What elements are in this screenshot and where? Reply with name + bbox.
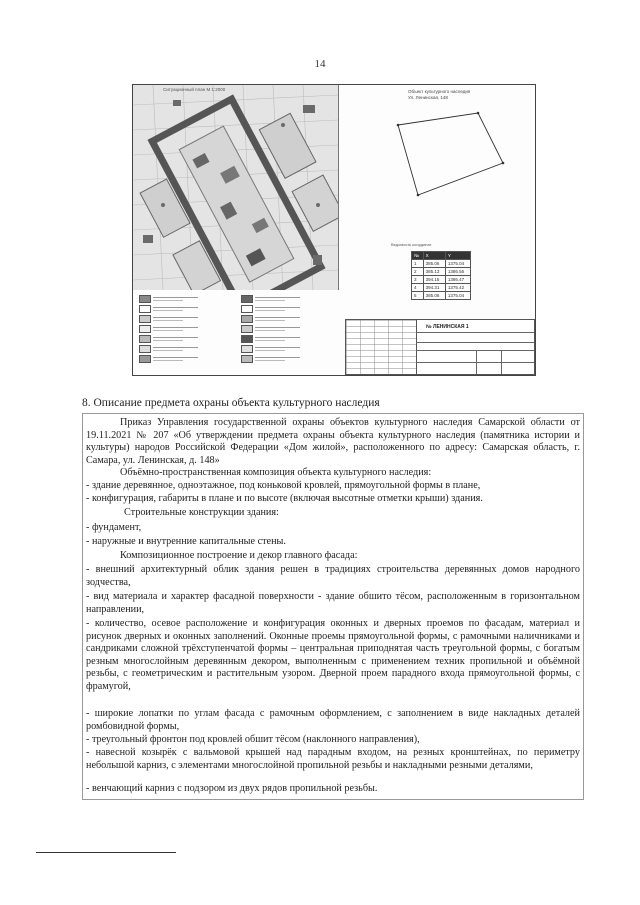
plan-caption-2: Ул. Ленинская, 148	[408, 95, 448, 100]
coord-cell: 3	[412, 276, 424, 284]
legend-item	[241, 304, 331, 312]
subheading: Строительные конструкции здания:	[124, 507, 279, 518]
stamp-divider	[501, 350, 502, 374]
map-caption: Ситуационный план М 1:2000	[163, 87, 226, 92]
stamp-title: № ЛЕНИНСКАЯ 1	[426, 324, 469, 330]
list-item: - широкие лопатки по углам фасада с рамочным оформлением, с заполнением в виде накладных деталей ромбовидной формы,	[86, 708, 580, 732]
stamp-divider	[416, 342, 534, 343]
section-title: 8. Описание предмета охраны объекта культурного наследия	[82, 397, 380, 409]
legend-item	[241, 354, 331, 362]
list-item: - внешний архитектурный облик здания решен в традициях строительства деревянных домов народного зодчества,	[86, 564, 580, 588]
protection-subject-text	[82, 413, 584, 800]
legend-item	[139, 334, 229, 342]
coord-cell: 394.31	[423, 284, 445, 292]
table-row	[412, 276, 471, 284]
stamp-divider	[416, 362, 534, 363]
subheading: Композиционное построение и декор главного фасада:	[120, 550, 358, 561]
paragraph: Объёмно-пространственная композиция объекта культурного наследия:	[120, 467, 432, 478]
coord-cell: 394.15	[423, 276, 445, 284]
list-item: - наружные и внутренние капитальные стены.	[86, 536, 286, 547]
list-item: - треугольный фронтон под кровлей обшит тёсом (наклонного направления),	[86, 734, 420, 745]
order-paragraph: Приказ Управления государственной охраны объектов культурного наследия Самарской области от 19.11.2021 № 207 «Об утверждении предмета охраны объекта культурного наследия (памятника истории и культуры) народов Российской Федерации «Дом жилой», расположенного по адресу: Самарская область, г. Самара, ул. Ленинская, д. 148»	[86, 417, 580, 466]
map-drawing	[133, 85, 338, 290]
legend-item	[241, 344, 331, 352]
legend-item	[241, 314, 331, 322]
coord-cell: 2	[412, 268, 424, 276]
legend-item	[139, 324, 229, 332]
coord-cell: 385.06	[423, 260, 445, 268]
legend-item	[139, 344, 229, 352]
list-item: - навесной козырёк с вальмовой крышей над парадным входом, на резных кронштейнах, по периметру небольшой карниз, с элементами многослойной пропильной резьбы и накладными резными деталями,	[86, 747, 580, 771]
legend-item	[139, 304, 229, 312]
legend-item	[241, 294, 331, 302]
list-item: - венчающий карниз с подзором из двух рядов пропильной резьбы.	[86, 783, 378, 794]
list-item: - конфигурация, габариты в плане и по высоте (включая высотные отметки крыши) здания.	[86, 493, 483, 504]
list-item: - вид материала и характер фасадной поверхности - здание обшито тёсом, расположенным в горизонтальном направлении,	[86, 591, 580, 615]
building-outline-drawing	[338, 85, 535, 235]
coord-cell: 1	[412, 260, 424, 268]
table-row	[412, 292, 471, 300]
stamp-grid	[346, 320, 417, 374]
list-item: - количество, осевое расположение и конфигурация оконных и дверных проемов по фасадам, материал и рисунок дверных и оконных заполнений. Оконные проемы прямоугольной формы, с рамочными наличниками и сандриками сложной трёхступенчатой формы – центральная приподнятая часть треугольной формы, с богатым резным многослойным деревянным декором, выполненным с применением техник пропильной и объёмной резьбы, с геометрическим и растительным узором. Дверной проем парадного входа прямоугольной формы, с фрамугой,	[86, 618, 580, 692]
coord-cell: 1375.42	[445, 284, 470, 292]
legend-item	[241, 334, 331, 342]
footnote-separator	[36, 852, 176, 853]
coord-cell: 385.06	[423, 292, 445, 300]
coord-cell: 385.13	[423, 268, 445, 276]
stamp-divider	[416, 332, 534, 333]
coordinates-title: Ведомость координат	[391, 242, 432, 247]
title-block-stamp	[345, 319, 535, 375]
page-number: 14	[314, 58, 326, 70]
coordinates-table	[411, 251, 471, 300]
coord-header-cell: №	[412, 252, 424, 260]
legend-item	[139, 314, 229, 322]
building-outline-plan	[338, 85, 535, 235]
table-row	[412, 260, 471, 268]
legend-item	[139, 354, 229, 362]
coord-cell: 5	[412, 292, 424, 300]
list-item: - здание деревянное, одноэтажное, под коньковой кровлей, прямоугольной формы в плане,	[86, 480, 481, 491]
coord-header-cell: Y	[445, 252, 470, 260]
stamp-divider	[416, 350, 534, 351]
table-row	[412, 284, 471, 292]
legend-item	[241, 324, 331, 332]
situation-map	[133, 85, 339, 290]
list-item: - фундамент,	[86, 522, 142, 533]
coord-cell: 1375.04	[445, 292, 470, 300]
coord-cell: 1386.55	[445, 268, 470, 276]
plan-caption-1: Объект культурного наследия	[408, 89, 471, 94]
coord-cell: 1375.04	[445, 260, 470, 268]
coord-cell: 1386.47	[445, 276, 470, 284]
coord-header-cell: X	[423, 252, 445, 260]
site-plan-figure	[132, 84, 536, 376]
legend-item	[139, 294, 229, 302]
stamp-divider	[476, 350, 477, 374]
table-row	[412, 268, 471, 276]
table-header-row	[412, 252, 471, 260]
coord-cell: 4	[412, 284, 424, 292]
map-legend	[133, 292, 338, 375]
